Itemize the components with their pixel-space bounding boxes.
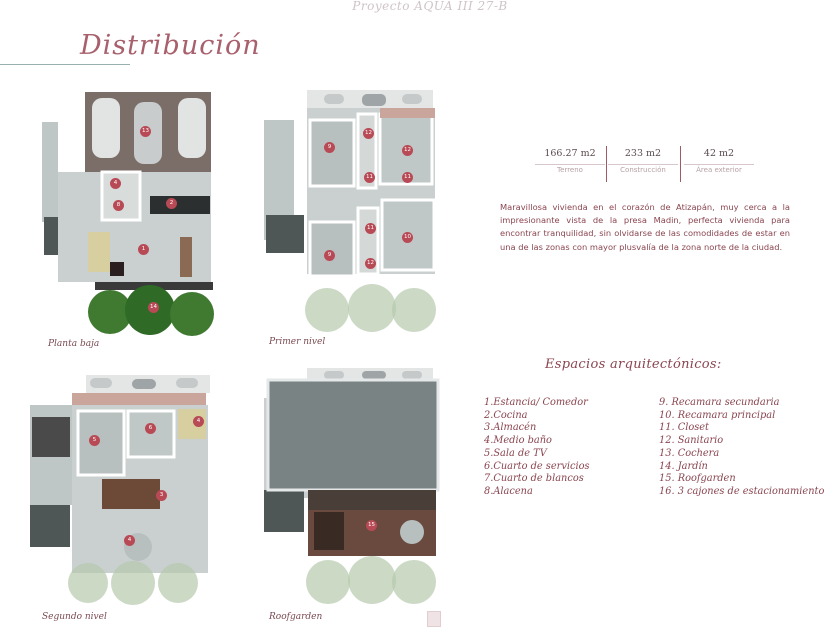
page-title: Distribución: [80, 30, 261, 61]
floor-plan-segundo-nivel[interactable]: [28, 375, 218, 625]
project-title: Proyecto AQUA III 27-B: [352, 0, 508, 13]
room-marker[interactable]: 4: [193, 416, 204, 427]
list-item: 15. Roofgarden: [659, 473, 736, 485]
room-marker[interactable]: 12: [365, 258, 376, 269]
stat-value: 166.27 m2: [544, 148, 596, 159]
floor-plan-primer-nivel[interactable]: [262, 90, 442, 347]
list-item: 8.Alacena: [484, 485, 533, 497]
list-item: 9. Recamara secundaria: [659, 397, 780, 408]
room-marker[interactable]: 6: [145, 423, 156, 434]
room-marker[interactable]: 15: [366, 520, 377, 531]
list-item: 12. Sanitario: [659, 435, 724, 447]
stat-label: Construcción: [608, 164, 678, 174]
room-marker[interactable]: 9: [324, 250, 335, 261]
room-marker[interactable]: 13: [140, 126, 151, 137]
floor-plan-roofgarden[interactable]: [262, 368, 442, 625]
room-marker[interactable]: 5: [89, 435, 100, 446]
list-item: 1.Estancia/ Comedor: [484, 397, 588, 408]
list-item: 4.Medio baño: [484, 435, 552, 447]
room-marker[interactable]: 12: [363, 128, 374, 139]
stat-terreno: [535, 148, 605, 174]
floor-plan-drawing: [40, 92, 220, 342]
room-marker[interactable]: 11: [364, 172, 375, 183]
plan-label: Planta baja: [48, 339, 100, 349]
floor-plan-drawing: [28, 375, 218, 605]
spaces-list-left: [484, 397, 590, 499]
plan-label: Segundo nivel: [42, 612, 107, 622]
list-item: 13. Cochera: [659, 447, 720, 459]
list-item: 16. 3 cajones de estacionamiento: [659, 485, 825, 497]
plan-label: Primer nivel: [269, 337, 326, 347]
spaces-title: Espacios arquitectónicos:: [545, 357, 722, 372]
property-description: Maravillosa vivienda en el corazón de Atizapán, muy cerca a la impresionante vista de la presa Madin, perfecta vivienda para encontrar tranquilidad, sin olvidarse de las comodidades de estar en una de las zonas con mayor plusvalía de la zona norte de la ciudad.: [500, 202, 790, 252]
list-item: 6.Cuarto de servicios: [484, 460, 590, 472]
list-item: 2.Cocina: [484, 409, 528, 421]
floor-plan-drawing: [262, 368, 442, 608]
room-marker[interactable]: 10: [402, 232, 413, 243]
list-item: 11. Closet: [659, 422, 709, 434]
room-marker[interactable]: 12: [402, 145, 413, 156]
area-stats: [540, 148, 760, 178]
room-marker[interactable]: 11: [365, 223, 376, 234]
floor-plan-drawing: [262, 90, 442, 340]
room-marker[interactable]: 14: [148, 302, 159, 313]
logo-mark: [427, 611, 441, 627]
room-marker[interactable]: 8: [113, 200, 124, 211]
list-item: 7.Cuarto de blancos: [484, 473, 584, 485]
room-marker[interactable]: 4: [124, 535, 135, 546]
stat-label: Área exterior: [684, 164, 754, 174]
stat-area-exterior: [684, 148, 754, 174]
room-marker[interactable]: 11: [402, 172, 413, 183]
floor-plan-planta-baja[interactable]: [40, 92, 220, 349]
stat-value: 233 m2: [624, 148, 662, 159]
room-marker[interactable]: 3: [156, 490, 167, 501]
list-item: 3.Almacén: [484, 422, 537, 434]
stat-divider: [680, 146, 681, 182]
stat-value: 42 m2: [703, 148, 735, 159]
room-marker[interactable]: 2: [166, 198, 177, 209]
list-item: 5.Sala de TV: [484, 447, 547, 459]
room-marker[interactable]: 9: [324, 142, 335, 153]
plan-label: Roofgarden: [269, 612, 323, 622]
title-underline: [0, 64, 130, 65]
spaces-list-right: [659, 397, 824, 499]
stat-construccion: [608, 148, 678, 174]
list-item: 10. Recamara principal: [659, 409, 776, 421]
room-marker[interactable]: 4: [110, 178, 121, 189]
stat-label: Terreno: [535, 164, 605, 174]
list-item: 14. Jardín: [659, 460, 708, 472]
room-marker[interactable]: 1: [138, 244, 149, 255]
stat-divider: [606, 146, 607, 182]
